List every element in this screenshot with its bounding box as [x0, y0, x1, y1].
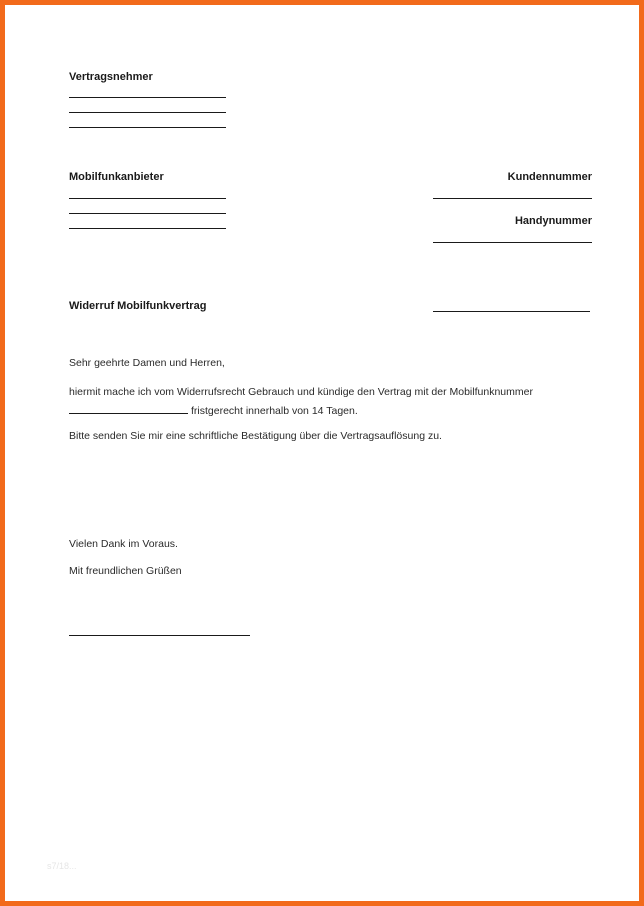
provider-line-2 — [69, 213, 226, 214]
signature-line — [69, 635, 250, 636]
customer-number-line — [433, 198, 592, 199]
customer-number-label: Kundennummer — [507, 171, 592, 183]
mobile-number-label: Handynummer — [514, 215, 592, 227]
contractor-line-2 — [69, 112, 226, 113]
thanks-line: Vielen Dank im Voraus. — [69, 538, 178, 550]
mobile-number-line — [433, 242, 592, 243]
mobile-number-fill-line — [69, 403, 188, 414]
body-line-3: Bitte senden Sie mir eine schriftliche Bestätigung über die Vertragsauflösung zu. — [69, 430, 442, 442]
salutation: Sehr geehrte Damen und Herren, — [69, 357, 225, 369]
body-line-2: fristgerecht innerhalb von 14 Tagen. — [191, 405, 358, 417]
contractor-line-1 — [69, 97, 226, 98]
provider-label: Mobilfunkanbieter — [69, 171, 164, 183]
body-line-1: hiermit mache ich vom Widerrufsrecht Gebrauch und kündige den Vertrag mit der Mobilfunknummer — [69, 386, 533, 398]
date-line — [433, 311, 590, 312]
watermark-text: s7/18... — [47, 861, 77, 871]
body-line-2-row — [69, 403, 358, 417]
contractor-line-3 — [69, 127, 226, 128]
contractor-label: Vertragsnehmer — [69, 71, 153, 83]
closing-line: Mit freundlichen Grüßen — [69, 565, 182, 577]
subject-heading: Widerruf Mobilfunkvertrag — [69, 300, 207, 312]
provider-line-1 — [69, 198, 226, 199]
provider-line-3 — [69, 228, 226, 229]
